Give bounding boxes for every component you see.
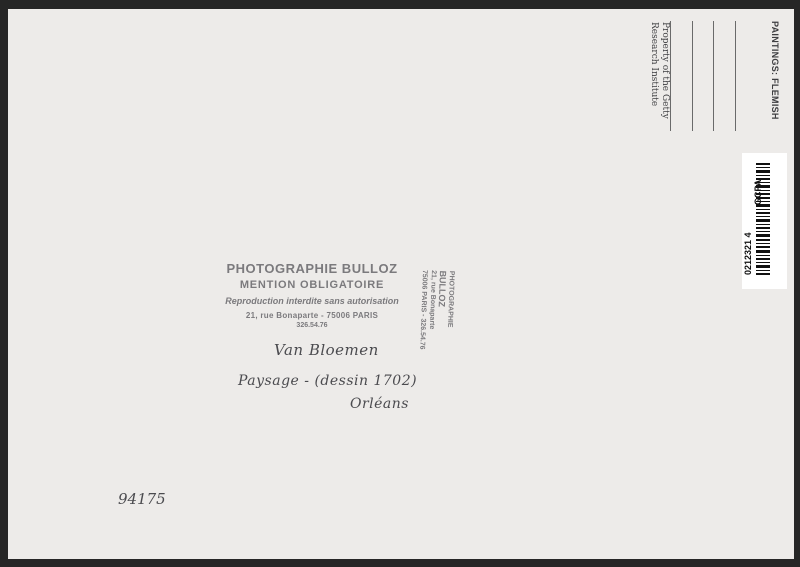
bulloz-stamp-line-2: MENTION OBLIGATOIRE [239, 279, 385, 291]
barcode-prefix: GCPA [753, 179, 763, 205]
rotated-stamp-line-3: 21, rue Bonaparte [427, 270, 438, 330]
rotated-stamp-line-4: 75006 PARIS - 326.54.76 [418, 269, 429, 350]
bulloz-rotated-stamp [417, 270, 456, 351]
bulloz-stamp-line-4: 21, rue Bonaparte - 75006 PARIS [245, 311, 379, 320]
artwork-title-handwriting: Paysage - (dessin 1702) [238, 373, 418, 389]
form-rule-4 [735, 21, 736, 131]
bulloz-stamp-line-1: PHOTOGRAPHIE BULLOZ [226, 261, 398, 276]
bulloz-stamp-line-3: Reproduction interdite sans autorisation [225, 296, 399, 306]
rotated-stamp-line-1: PHOTOGRAPHIE [446, 270, 456, 328]
ownership-line-1: Property of the Getty [660, 22, 670, 119]
artist-name-handwriting: Van Bloemen [274, 341, 379, 359]
form-rule-1 [670, 21, 671, 131]
form-rule-2 [692, 21, 693, 131]
ownership-line-2: Research Institute [649, 22, 659, 107]
bulloz-stamp-line-5: 326.54.76 [296, 322, 328, 329]
inventory-number-handwriting: 94175 [118, 490, 166, 508]
location-handwriting: Orléans [350, 396, 409, 412]
form-rule-3 [713, 21, 714, 131]
category-label: PAINTINGS: FLEMISH [770, 21, 780, 120]
rotated-stamp-line-2: BULLOZ [436, 270, 449, 308]
barcode-number: 0212321 4 [743, 232, 753, 275]
photo-card-back [8, 9, 794, 559]
barcode-label [742, 153, 787, 289]
